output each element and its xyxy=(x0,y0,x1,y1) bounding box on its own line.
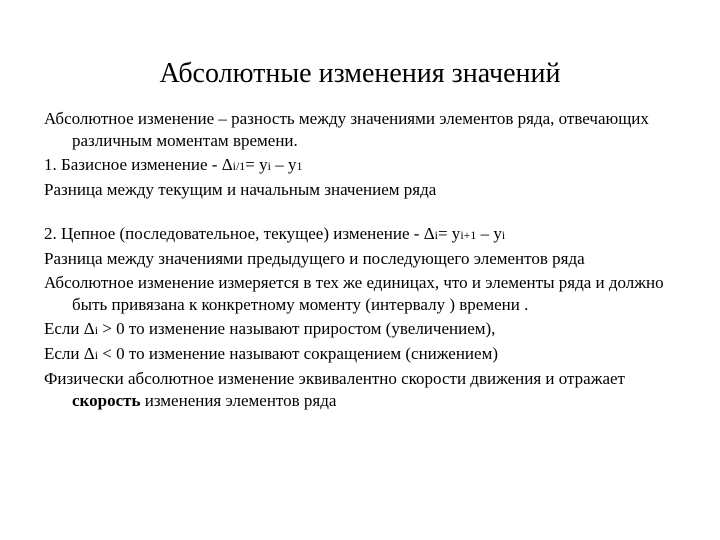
base-change-paragraph xyxy=(44,154,684,177)
delta-symbol: Δ xyxy=(221,155,233,174)
delta-symbol: Δ xyxy=(423,224,435,243)
formula-index: 1 xyxy=(296,159,303,173)
growth-text: > 0 то изменение называют приростом (увеличением), xyxy=(98,319,496,338)
speed-bold-word: скорость xyxy=(72,391,141,410)
spacer xyxy=(44,203,684,223)
units-paragraph: Абсолютное изменение измеряется в тех же единицах, что и элементы ряда и должно быть привязана к конкретному моменту (интервалу ) времени . xyxy=(44,273,664,314)
growth-paragraph xyxy=(44,318,684,341)
chain-change-label: 2. Цепное (последовательное, текущее) изменение - xyxy=(44,224,424,243)
formula-index: i xyxy=(94,323,99,337)
slide-body xyxy=(44,108,684,414)
physics-paragraph xyxy=(44,368,684,412)
delta-symbol: Δ xyxy=(83,344,95,363)
physics-text: Физически абсолютное изменение эквивалентно скорости движения и отражает xyxy=(44,369,625,388)
definition-paragraph: Абсолютное изменение – разность между значениями элементов ряда, отвечающих различным моментам времени. xyxy=(44,109,649,150)
formula-index: i/1 xyxy=(232,159,246,173)
formula-index: i xyxy=(434,228,438,242)
decline-text: < 0 то изменение называют сокращением (снижением) xyxy=(98,344,498,363)
base-change-explanation: Разница между текущим и начальным значением ряда xyxy=(44,180,437,199)
formula-part: – y xyxy=(476,224,502,243)
chain-change-explanation: Разница между значениями предыдущего и последующего элементов ряда xyxy=(44,249,585,268)
formula-index: i xyxy=(501,228,506,242)
decline-prefix: Если xyxy=(44,344,84,363)
formula-index: i xyxy=(267,159,271,173)
chain-change-paragraph xyxy=(44,223,684,246)
formula-index: i+1 xyxy=(460,228,477,242)
growth-prefix: Если xyxy=(44,319,84,338)
base-change-label: 1. Базисное изменение - xyxy=(44,155,222,174)
decline-paragraph xyxy=(44,343,684,366)
formula-part: = y xyxy=(245,155,268,174)
physics-text-end: изменения элементов ряда xyxy=(140,391,337,410)
formula-part: = y xyxy=(437,224,461,243)
formula-part: – y xyxy=(270,155,297,174)
slide-title: Абсолютные изменения значений xyxy=(159,58,561,89)
delta-symbol: Δ xyxy=(83,319,95,338)
formula-index: i xyxy=(94,348,99,362)
